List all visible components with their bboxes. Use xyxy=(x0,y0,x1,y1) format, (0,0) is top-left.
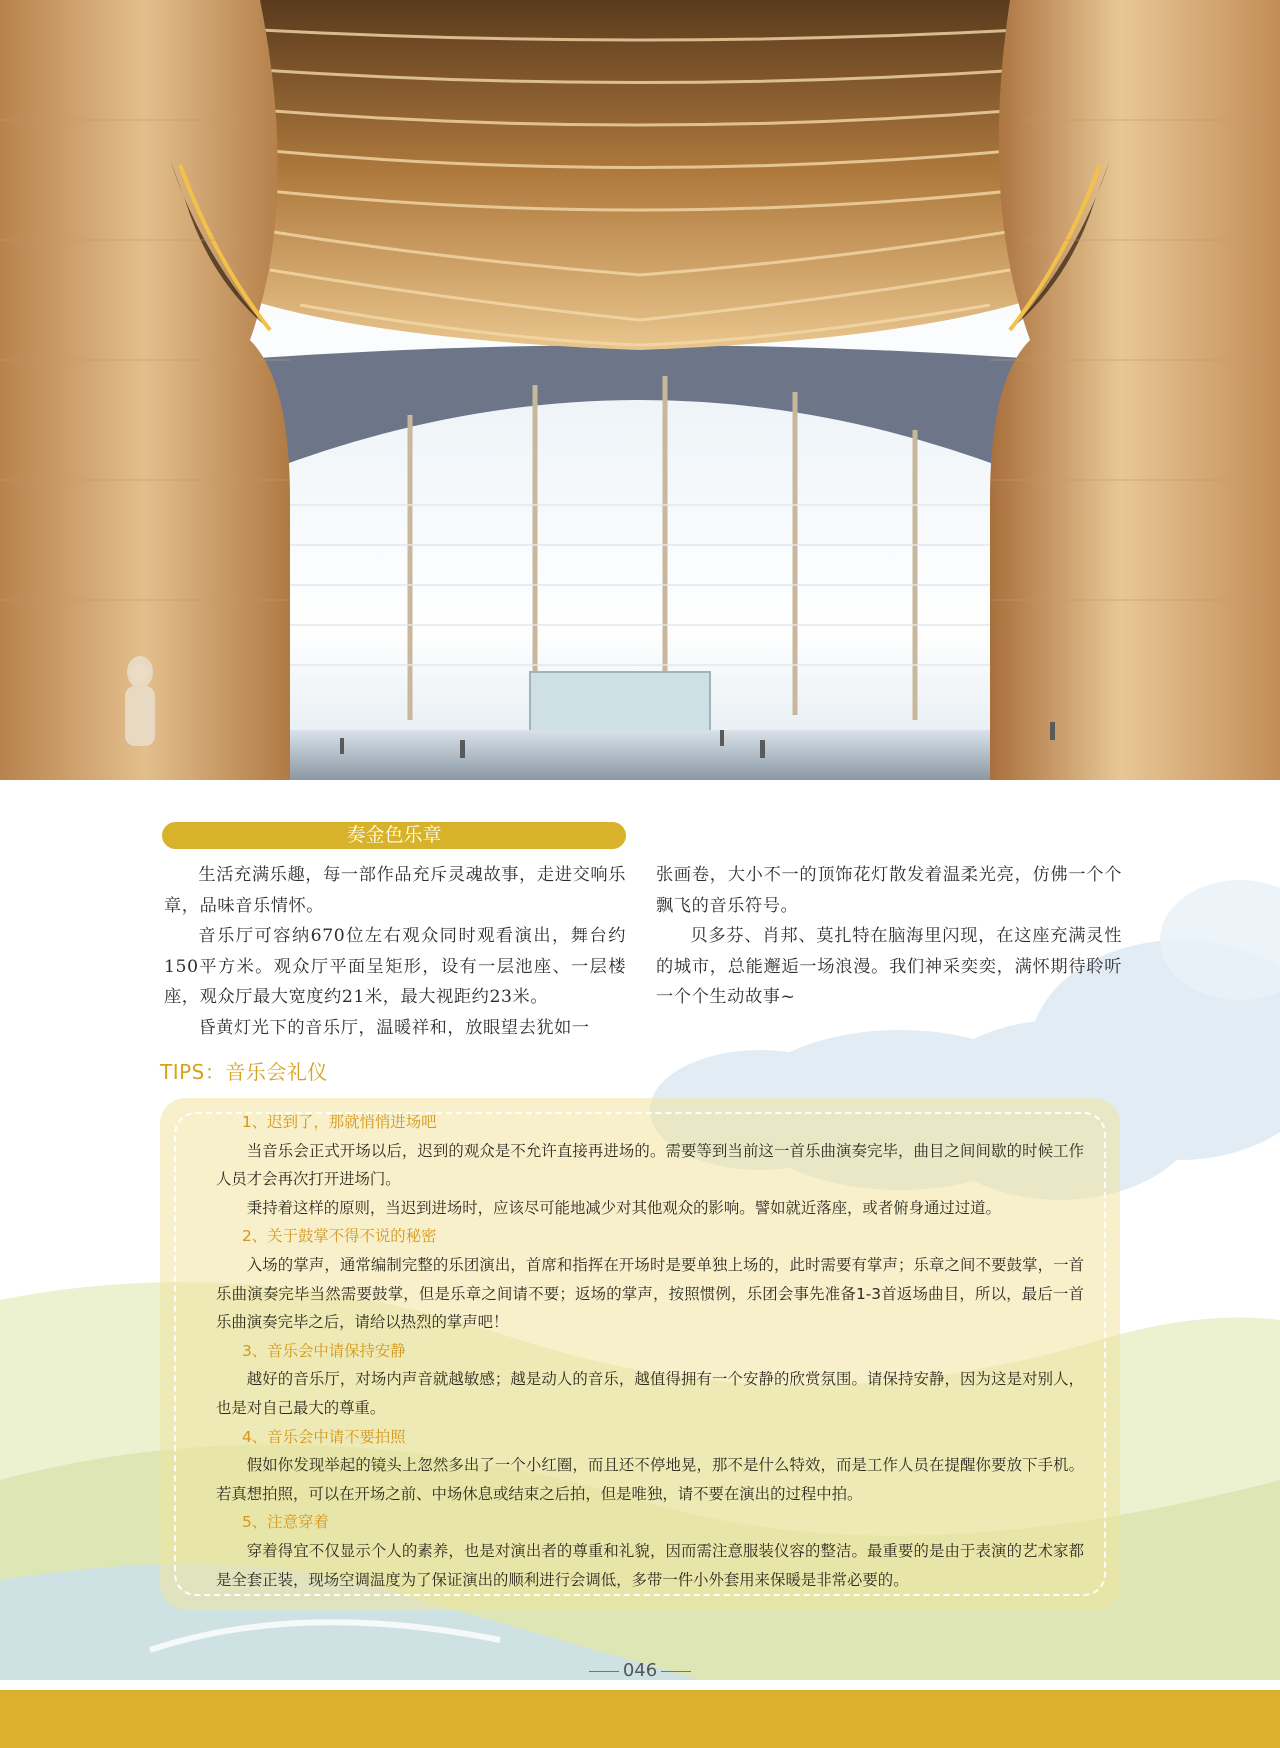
page-number-text: 046 xyxy=(622,1660,658,1681)
page-number-dash xyxy=(589,1671,619,1672)
tips-paragraph: 当音乐会正式开场以后，迟到的观众是不允许直接再进场的。需要等到当前这一首乐曲演奏完毕，曲目之间间歇的时候工作人员才会再次打开进场门。 xyxy=(216,1141,1084,1189)
tips-heading: 1、迟到了，那就悄悄进场吧 xyxy=(242,1113,437,1131)
hero-image xyxy=(0,0,1280,780)
intro-paragraph: 张画卷，大小不一的顶饰花灯散发着温柔光亮，仿佛一个个飘飞的音乐符号。 xyxy=(656,865,1122,916)
tips-content xyxy=(216,1108,1084,1594)
intro-paragraph: 昏黄灯光下的音乐厅，温暖祥和，放眼望去犹如一 xyxy=(198,1017,590,1038)
tips-heading: 2、关于鼓掌不得不说的秘密 xyxy=(242,1227,437,1246)
tips-heading: 3、音乐会中请保持安静 xyxy=(242,1341,406,1360)
page-number-dash xyxy=(661,1671,691,1672)
intro-column-right xyxy=(656,860,1122,1013)
intro-paragraph: 贝多芬、肖邦、莫扎特在脑海里闪现，在这座充满灵性的城市，总能邂逅一场浪漫。我们神采奕奕，满怀期待聆听一个个生动故事~ xyxy=(656,926,1122,1007)
tips-heading: 4、音乐会中请不要拍照 xyxy=(242,1427,406,1446)
tips-paragraph: 穿着得宜不仅显示个人的素养，也是对演出者的尊重和礼貌，因而需注意服装仪容的整洁。最重要的是由于表演的艺术家都是全套正装，现场空调温度为了保证演出的顺利进行会调低，多带一件小外套用来保暖是非常必要的。 xyxy=(216,1541,1084,1589)
footer-band xyxy=(0,1690,1280,1748)
section-title: 奏金色乐章 xyxy=(162,822,626,849)
tips-title: TIPS：音乐会礼仪 xyxy=(160,1060,328,1084)
tips-box xyxy=(160,1098,1120,1610)
intro-paragraph: 生活充满乐趣，每一部作品充斥灵魂故事，走进交响乐章，品味音乐情怀。 xyxy=(164,865,626,916)
tips-paragraph: 秉持着这样的原则，当迟到进场时，应该尽可能地减少对其他观众的影响。譬如就近落座，或者俯身通过过道。 xyxy=(246,1198,1001,1217)
tips-paragraph: 假如你发现举起的镜头上忽然多出了一个小红圈，而且还不停地晃，那不是什么特效，而是工作人员在提醒你要放下手机。若真想拍照，可以在开场之前、中场休息或结束之后拍，但是唯独，请不要在演出的过程中拍。 xyxy=(216,1456,1084,1503)
tips-heading: 5、注意穿着 xyxy=(242,1513,329,1532)
page-number xyxy=(0,1660,1280,1681)
tips-paragraph: 越好的音乐厅，对场内声音就越敏感；越是动人的音乐，越值得拥有一个安静的欣赏氛围。请保持安静，因为这是对别人，也是对自己最大的尊重。 xyxy=(216,1370,1084,1417)
intro-paragraph: 音乐厅可容纳670位左右观众同时观看演出，舞台约150平方米。观众厅平面呈矩形，设有一层池座、一层楼座，观众厅最大宽度约21米，最大视距约23米。 xyxy=(164,926,626,1007)
intro-column-left xyxy=(164,860,626,1043)
tips-paragraph: 入场的掌声，通常编制完整的乐团演出，首席和指挥在开场时是要单独上场的，此时需要有掌声；乐章之间不要鼓掌，一首乐曲演奏完毕当然需要鼓掌，但是乐章之间请不要；返场的掌声，按照惯例，乐团会事先准备1-3首返场曲目，所以，最后一首乐曲演奏完毕之后，请给以热烈的掌声吧！ xyxy=(216,1255,1084,1332)
